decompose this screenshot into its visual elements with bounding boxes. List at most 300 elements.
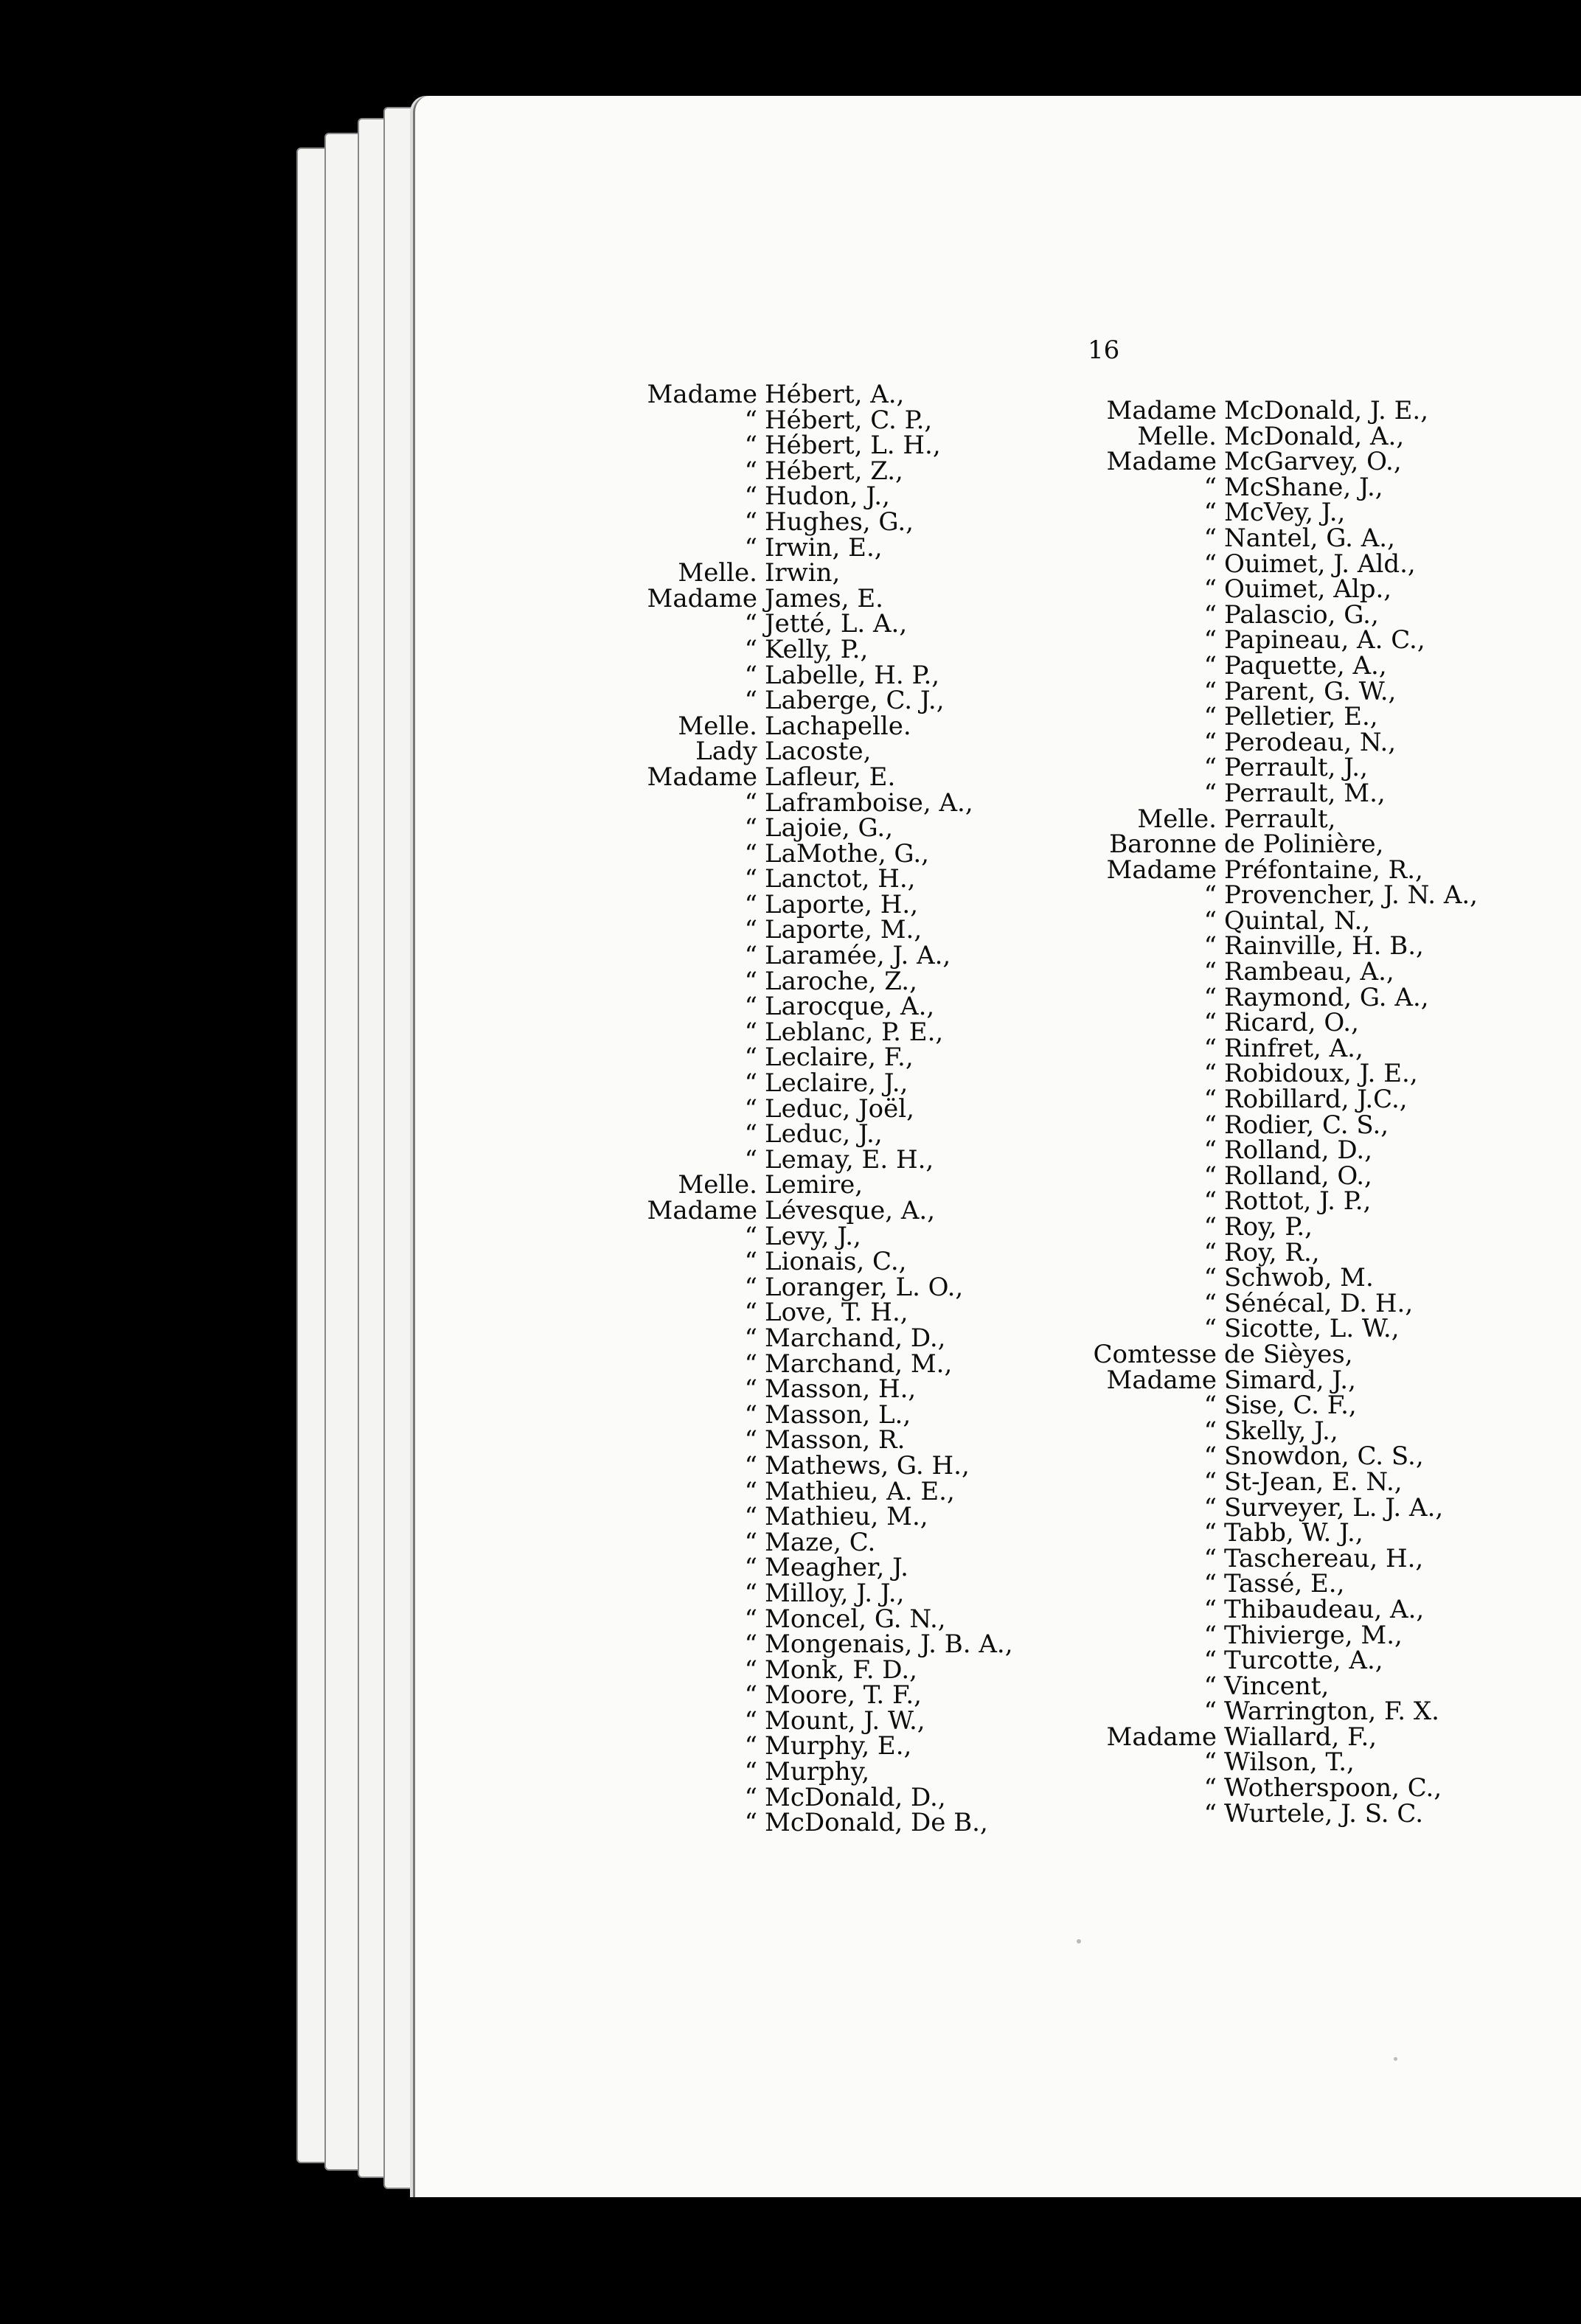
entry-title: “ — [1203, 1033, 1217, 1063]
entry-title: “ — [1203, 1798, 1217, 1829]
list-entry — [1040, 704, 1478, 730]
entry-name: Meagher, J. — [765, 1553, 908, 1583]
list-entry — [1040, 1520, 1478, 1546]
list-entry — [623, 787, 1013, 818]
list-entry — [623, 405, 1013, 435]
list-entry — [623, 762, 1013, 792]
entry-title: “ — [1203, 523, 1217, 553]
list-entry — [623, 994, 1013, 1020]
page-number: 16 — [1088, 335, 1120, 365]
entry-name: Levy, J., — [765, 1221, 861, 1251]
entry-title: “ — [1203, 778, 1217, 808]
entry-title: “ — [1203, 1543, 1217, 1573]
entry-title: “ — [744, 889, 757, 919]
entry-title: “ — [744, 1604, 757, 1634]
entry-name: Laporte, M., — [765, 915, 922, 945]
entry-name: Ouimet, J. Ald., — [1224, 549, 1416, 579]
entry-name: Rinfret, A., — [1224, 1033, 1363, 1063]
entry-title: “ — [1203, 1416, 1217, 1446]
entry-name: Rolland, D., — [1224, 1135, 1373, 1166]
entry-name: de Polinière, — [1224, 829, 1384, 860]
list-entry — [1040, 1365, 1478, 1395]
entry-name: Leduc, J., — [765, 1119, 883, 1149]
entry-title: “ — [1203, 1288, 1217, 1318]
list-entry — [1040, 857, 1478, 883]
entry-title: “ — [1203, 1008, 1217, 1038]
entry-name: Taschereau, H., — [1224, 1543, 1424, 1573]
entry-name: Hughes, G., — [765, 507, 914, 537]
entry-title: “ — [744, 941, 757, 971]
entry-name: Rambeau, A., — [1224, 957, 1394, 987]
entry-name: Snowdon, C. S., — [1224, 1441, 1424, 1472]
entry-title: “ — [744, 1093, 757, 1124]
entry-title: “ — [744, 1502, 757, 1532]
entry-name: de Sièyes, — [1224, 1339, 1353, 1369]
entry-title: Melle. — [1137, 421, 1217, 451]
entry-name: Laframboise, A., — [765, 787, 973, 818]
list-entry — [1040, 421, 1478, 451]
dust-speck — [1077, 1939, 1081, 1944]
entry-title: “ — [744, 1629, 757, 1660]
entry-title: “ — [744, 1272, 757, 1302]
entry-title: “ — [1203, 1186, 1217, 1217]
entry-name: Labelle, H. P., — [765, 660, 940, 690]
entry-title: “ — [1203, 1518, 1217, 1548]
entry-title: “ — [1203, 498, 1217, 528]
entry-title: Madame — [1106, 855, 1217, 885]
list-entry — [623, 433, 1013, 459]
entry-title: “ — [1203, 1212, 1217, 1242]
entry-title: “ — [744, 992, 757, 1022]
list-entry — [623, 1399, 1013, 1430]
entry-title: “ — [1203, 676, 1217, 706]
entry-name: Lemire, — [765, 1170, 863, 1200]
list-entry — [1040, 905, 1478, 936]
list-entry — [623, 739, 1013, 765]
entry-name: Wotherspoon, C., — [1224, 1773, 1442, 1803]
entry-name: Perrault, — [1224, 804, 1336, 834]
list-entry — [623, 1680, 1013, 1711]
entry-name: Laramée, J. A., — [765, 941, 951, 971]
entry-name: Irwin, — [765, 558, 841, 588]
entry-name: Laroche, Z., — [765, 966, 917, 996]
list-entry — [623, 1045, 1013, 1071]
entry-title: “ — [1203, 1671, 1217, 1701]
entry-title: “ — [1203, 549, 1217, 579]
entry-name: Rottot, J. P., — [1224, 1186, 1372, 1217]
entry-title: “ — [1203, 1467, 1217, 1497]
list-entry — [1040, 574, 1478, 605]
entry-name: Hébert, L. H., — [765, 431, 941, 461]
entry-title: “ — [744, 405, 757, 435]
list-entry — [1040, 398, 1478, 424]
entry-title: “ — [1203, 1646, 1217, 1676]
entry-title: “ — [744, 1144, 757, 1175]
entry-name: Wilson, T., — [1224, 1747, 1355, 1778]
entry-title: Melle. — [678, 1170, 757, 1200]
entry-title: “ — [744, 1221, 757, 1251]
entry-name: Masson, R. — [765, 1425, 906, 1455]
entry-name: St-Jean, E. N., — [1224, 1467, 1403, 1497]
list-entry — [623, 1555, 1013, 1581]
entry-title: “ — [1203, 1441, 1217, 1472]
entry-name: Tassé, E., — [1224, 1569, 1345, 1599]
list-entry — [1040, 778, 1478, 808]
list-entry — [1040, 1288, 1478, 1318]
entry-title: Melle. — [678, 711, 757, 741]
list-entry — [1040, 1699, 1478, 1725]
entry-name: Lévesque, A., — [765, 1196, 936, 1225]
entry-title: “ — [1203, 753, 1217, 783]
entry-name: Robillard, J.C., — [1224, 1085, 1408, 1115]
entry-title: Madame — [647, 583, 757, 613]
list-entry — [1040, 1747, 1478, 1778]
entry-title: Madame — [1106, 447, 1217, 477]
entry-name: Rainville, H. B., — [1224, 931, 1424, 961]
entry-name: Lajoie, G., — [765, 813, 894, 843]
entry-title: Melle. — [1137, 804, 1217, 834]
entry-name: Tabb, W. J., — [1224, 1518, 1363, 1548]
entry-title: “ — [1203, 931, 1217, 961]
entry-name: Roy, P., — [1224, 1212, 1313, 1242]
list-entry — [623, 711, 1013, 741]
entry-title: “ — [744, 838, 757, 869]
list-entry — [623, 1759, 1013, 1785]
entry-name: Marchand, D., — [765, 1323, 946, 1353]
entry-title: “ — [744, 456, 757, 486]
list-entry — [1040, 933, 1478, 959]
list-entry — [1040, 1648, 1478, 1674]
entry-title: “ — [744, 1043, 757, 1073]
entry-name: Lionais, C., — [765, 1247, 907, 1277]
entry-name: Lanctot, H., — [765, 864, 916, 894]
left-column-name-list — [623, 382, 1013, 1836]
entry-title: “ — [744, 787, 757, 818]
entry-name: Schwob, M. — [1224, 1263, 1374, 1293]
list-entry — [623, 1093, 1013, 1124]
entry-name: Hébert, Z., — [765, 456, 903, 486]
entry-title: “ — [744, 1731, 757, 1761]
list-entry — [1040, 1237, 1478, 1267]
list-entry — [1040, 1163, 1478, 1189]
entry-name: Mongenais, J. B. A., — [765, 1629, 1013, 1660]
entry-title: “ — [744, 1425, 757, 1455]
entry-title: “ — [744, 1119, 757, 1149]
list-entry — [623, 1705, 1013, 1736]
list-entry — [1040, 1393, 1478, 1419]
list-entry — [623, 1121, 1013, 1147]
entry-title: “ — [1203, 1263, 1217, 1293]
entry-title: “ — [744, 813, 757, 843]
entry-title: Lady — [695, 737, 757, 767]
list-entry — [1040, 1798, 1478, 1829]
entry-title: “ — [744, 1323, 757, 1353]
list-entry — [1040, 1441, 1478, 1472]
entry-title: “ — [744, 431, 757, 461]
entry-name: James, E. — [765, 583, 883, 613]
entry-name: Perrault, M., — [1224, 778, 1386, 808]
entry-title: Melle. — [678, 558, 757, 588]
list-entry — [623, 1198, 1013, 1224]
list-entry — [623, 1527, 1013, 1557]
entry-name: Masson, H., — [765, 1374, 917, 1405]
entry-name: Rolland, O., — [1224, 1161, 1372, 1191]
list-entry — [623, 611, 1013, 637]
list-entry — [623, 1323, 1013, 1353]
entry-title: “ — [1203, 880, 1217, 911]
entry-name: Parent, G. W., — [1224, 676, 1397, 706]
entry-title: “ — [1203, 599, 1217, 630]
entry-name: Quintal, N., — [1224, 905, 1371, 936]
entry-name: Murphy, E., — [765, 1731, 912, 1761]
list-entry — [623, 1450, 1013, 1481]
list-entry — [1040, 1214, 1478, 1240]
entry-title: “ — [1203, 1773, 1217, 1803]
entry-title: Madame — [647, 380, 757, 409]
entry-title: “ — [744, 1808, 757, 1838]
list-entry — [1040, 1416, 1478, 1446]
entry-title: “ — [744, 1757, 757, 1787]
entry-title: “ — [1203, 727, 1217, 757]
entry-name: Rodier, C. S., — [1224, 1110, 1389, 1140]
entry-title: “ — [744, 634, 757, 664]
entry-title: “ — [744, 1705, 757, 1736]
entry-name: Moncel, G. N., — [765, 1604, 946, 1634]
list-entry — [1040, 472, 1478, 502]
entry-name: Wurtele, J. S. C. — [1224, 1798, 1424, 1829]
entry-name: Warrington, F. X. — [1224, 1697, 1439, 1727]
entry-name: Préfontaine, R., — [1224, 855, 1423, 885]
entry-name: Skelly, J., — [1224, 1416, 1338, 1446]
entry-name: Roy, R., — [1224, 1237, 1320, 1267]
entry-name: Paquette, A., — [1224, 650, 1387, 681]
entry-title: “ — [744, 1476, 757, 1506]
entry-title: “ — [1203, 1492, 1217, 1523]
entry-name: Lemay, E. H., — [765, 1144, 934, 1175]
entry-name: Sicotte, L. W., — [1224, 1314, 1400, 1344]
list-entry — [623, 1504, 1013, 1530]
list-entry — [1040, 676, 1478, 706]
entry-title: “ — [1203, 1059, 1217, 1089]
entry-title: “ — [744, 609, 757, 639]
list-entry — [1040, 727, 1478, 757]
entry-name: McDonald, De B., — [765, 1808, 988, 1838]
entry-name: Masson, L., — [765, 1399, 911, 1430]
entry-title: “ — [1203, 1620, 1217, 1650]
list-entry — [1040, 1469, 1478, 1495]
list-entry — [623, 1427, 1013, 1453]
entry-name: Jetté, L. A., — [765, 609, 908, 639]
entry-title: “ — [1203, 472, 1217, 502]
list-entry — [1040, 627, 1478, 653]
list-entry — [1040, 599, 1478, 630]
entry-name: Ricard, O., — [1224, 1008, 1359, 1038]
entry-name: Provencher, J. N. A., — [1224, 880, 1478, 911]
entry-name: Laporte, H., — [765, 889, 919, 919]
list-entry — [1040, 1110, 1478, 1140]
entry-name: Monk, F. D., — [765, 1655, 917, 1685]
entry-title: “ — [744, 1782, 757, 1812]
entry-title: “ — [1203, 625, 1217, 655]
list-entry — [623, 889, 1013, 919]
list-entry — [623, 1172, 1013, 1198]
entry-name: McShane, J., — [1224, 472, 1383, 502]
entry-name: Simard, J., — [1224, 1365, 1356, 1395]
list-entry — [623, 1068, 1013, 1099]
list-entry — [1040, 829, 1478, 860]
list-entry — [623, 1578, 1013, 1608]
entry-title: “ — [1203, 574, 1217, 605]
entry-name: Turcotte, A., — [1224, 1646, 1383, 1676]
list-entry — [1040, 1186, 1478, 1217]
entry-name: Papineau, A. C., — [1224, 625, 1425, 655]
entry-name: Laberge, C. J., — [765, 686, 945, 716]
list-entry — [1040, 1135, 1478, 1166]
entry-name: Mathews, G. H., — [765, 1450, 970, 1481]
list-entry — [623, 509, 1013, 535]
list-entry — [623, 917, 1013, 943]
list-entry — [1040, 1775, 1478, 1801]
entry-name: Irwin, E., — [765, 532, 883, 563]
list-entry — [623, 866, 1013, 892]
entry-name: Hudon, J., — [765, 481, 890, 512]
entry-name: Hébert, A., — [765, 380, 905, 409]
list-entry — [1040, 449, 1478, 475]
list-entry — [623, 1782, 1013, 1812]
list-entry — [623, 966, 1013, 996]
entry-name: Hébert, C. P., — [765, 405, 933, 435]
entry-title: “ — [1203, 702, 1217, 732]
entry-title: “ — [744, 1017, 757, 1047]
entry-title: “ — [1203, 905, 1217, 936]
list-entry — [1040, 500, 1478, 526]
entry-name: Larocque, A., — [765, 992, 935, 1022]
entry-title: “ — [744, 1349, 757, 1379]
list-entry — [1040, 549, 1478, 579]
entry-name: Sise, C. F., — [1224, 1391, 1357, 1421]
list-entry — [1040, 1543, 1478, 1573]
entry-title: “ — [1203, 1594, 1217, 1624]
entry-title: “ — [1203, 982, 1217, 1012]
list-entry — [623, 1300, 1013, 1326]
entry-name: Mathieu, A. E., — [765, 1476, 955, 1506]
entry-title: “ — [744, 915, 757, 945]
list-entry — [1040, 1033, 1478, 1063]
entry-name: Thibaudeau, A., — [1224, 1594, 1425, 1624]
entry-name: Pelletier, E., — [1224, 702, 1378, 732]
entry-name: McGarvey, O., — [1224, 447, 1402, 477]
list-entry — [1040, 804, 1478, 834]
entry-title: “ — [1203, 1747, 1217, 1778]
list-entry — [623, 1657, 1013, 1683]
list-entry — [1040, 650, 1478, 681]
list-entry — [1040, 1620, 1478, 1650]
entry-title: Comtesse — [1093, 1339, 1217, 1369]
entry-name: Palascio, G., — [1224, 599, 1379, 630]
list-entry — [623, 1476, 1013, 1506]
entry-name: Nantel, G. A., — [1224, 523, 1395, 553]
entry-title: “ — [744, 1450, 757, 1481]
entry-name: Leduc, Joël, — [765, 1093, 914, 1124]
list-entry — [623, 1351, 1013, 1377]
entry-name: Vincent, — [1224, 1671, 1330, 1701]
list-entry — [1040, 1087, 1478, 1113]
list-entry — [1040, 982, 1478, 1012]
list-entry — [1040, 1339, 1478, 1369]
list-entry — [623, 1604, 1013, 1634]
entry-name: McDonald, J. E., — [1224, 396, 1429, 425]
entry-name: Leblanc, P. E., — [765, 1017, 944, 1047]
entry-title: “ — [744, 686, 757, 716]
entry-title: Madame — [1106, 1722, 1217, 1752]
list-entry — [1040, 959, 1478, 985]
list-entry — [623, 532, 1013, 563]
entry-title: “ — [1203, 1110, 1217, 1140]
list-entry — [623, 660, 1013, 690]
entry-title: Madame — [1106, 396, 1217, 425]
entry-title: “ — [1203, 1697, 1217, 1727]
entry-title: “ — [744, 532, 757, 563]
entry-name: Lacoste, — [765, 737, 872, 767]
list-entry — [623, 943, 1013, 969]
entry-name: Maze, C. — [765, 1527, 876, 1557]
list-entry — [623, 382, 1013, 408]
list-entry — [623, 1249, 1013, 1275]
list-entry — [623, 1272, 1013, 1302]
dust-speck — [1394, 2057, 1397, 2061]
entry-title: “ — [744, 1578, 757, 1608]
list-entry — [623, 456, 1013, 486]
list-entry — [1040, 880, 1478, 911]
entry-title: “ — [1203, 1135, 1217, 1166]
entry-title: “ — [744, 1068, 757, 1099]
entry-name: Murphy, — [765, 1757, 870, 1787]
list-entry — [1040, 1722, 1478, 1752]
entry-title: “ — [744, 1247, 757, 1277]
entry-name: Surveyer, L. J. A., — [1224, 1492, 1444, 1523]
list-entry — [1040, 1010, 1478, 1036]
list-entry — [1040, 1492, 1478, 1523]
entry-title: “ — [1203, 1161, 1217, 1191]
list-entry — [623, 560, 1013, 586]
list-entry — [1040, 1671, 1478, 1701]
entry-name: Moore, T. F., — [765, 1680, 922, 1711]
entry-name: Robidoux, J. E., — [1224, 1059, 1418, 1089]
list-entry — [623, 1017, 1013, 1047]
entry-title: “ — [1203, 650, 1217, 681]
entry-title: “ — [744, 966, 757, 996]
entry-name: Mathieu, M., — [765, 1502, 928, 1532]
list-entry — [1040, 1265, 1478, 1291]
entry-name: Milloy, J. J., — [765, 1578, 905, 1608]
entry-title: “ — [1203, 957, 1217, 987]
list-entry — [623, 815, 1013, 841]
list-entry — [623, 583, 1013, 613]
entry-name: Perodeau, N., — [1224, 727, 1397, 757]
entry-title: Madame — [647, 762, 757, 792]
entry-name: McDonald, D., — [765, 1782, 946, 1812]
entry-title: “ — [744, 1680, 757, 1711]
entry-name: Marchand, M., — [765, 1349, 953, 1379]
entry-name: Loranger, L. O., — [765, 1272, 964, 1302]
entry-title: “ — [1203, 1237, 1217, 1267]
list-entry — [1040, 1061, 1478, 1087]
list-entry — [623, 1810, 1013, 1836]
entry-name: LaMothe, G., — [765, 838, 929, 869]
right-column-name-list — [1040, 396, 1478, 1829]
entry-title: “ — [1203, 1569, 1217, 1599]
list-entry — [623, 1733, 1013, 1759]
